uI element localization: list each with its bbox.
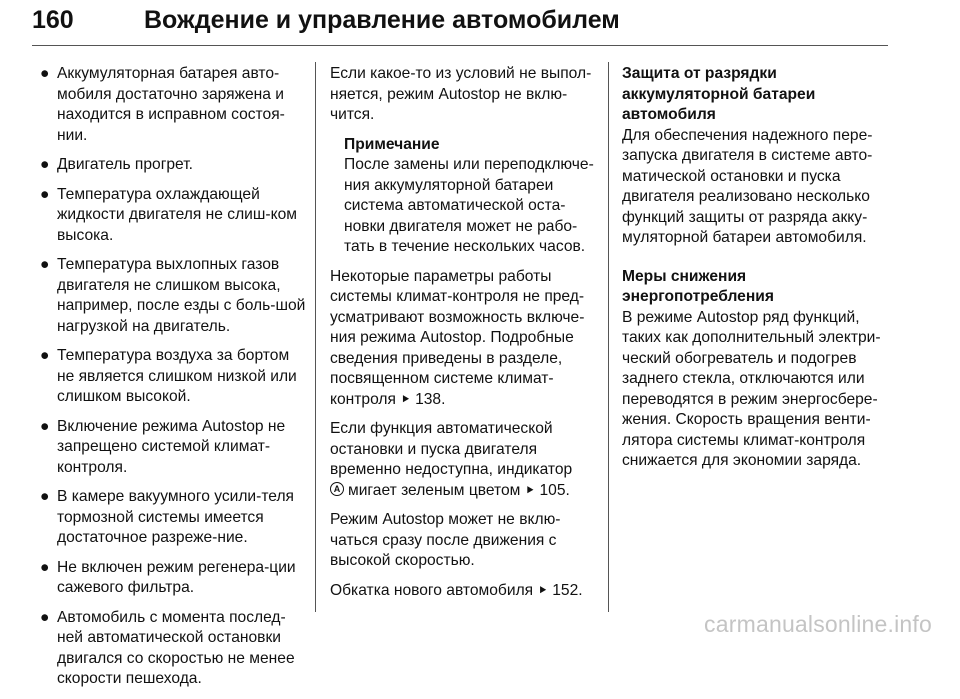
bullet-icon: ●	[40, 256, 50, 273]
climate-paragraph	[330, 267, 600, 411]
list-item-text: Двигатель прогрет.	[57, 156, 193, 173]
list-item	[40, 608, 308, 690]
page-ref-icon: ⯈	[400, 391, 411, 407]
battery-protection-section	[622, 64, 887, 249]
list-item-text: Температура охлаждающей жидкости двигателя не слиш-ком высока.	[57, 185, 297, 244]
list-item	[40, 255, 308, 337]
list-item-text: Аккумуляторная батарея авто-мобиля достаточно заряжена и находится в исправном состоя-нии.	[57, 65, 285, 144]
page-ref-link[interactable]: 152.	[552, 581, 583, 599]
page-ref-link[interactable]: 105.	[539, 481, 570, 499]
list-item-text: Температура выхлопных газов двигателя не слишком высока, например, после езды с боль-шой нагрузкой на двигатель.	[57, 256, 306, 335]
column-divider	[608, 62, 609, 612]
note-text: После замены или переподключе-ния аккумуляторной батареи система автоматической оста-новки двигателя может не рабо-тать в течение нескольких часов.	[344, 156, 594, 255]
list-item-text: Температура воздуха за бортом не является слишком низкой или слишком высокой.	[57, 347, 297, 405]
column-battery-protection	[622, 64, 887, 490]
bullet-icon: ●	[40, 608, 50, 626]
page-ref-icon: ⯈	[537, 582, 548, 598]
bullet-icon: ●	[40, 347, 50, 364]
header-rule	[32, 45, 888, 46]
bullet-icon: ●	[40, 156, 50, 173]
bullet-icon: ●	[40, 488, 50, 505]
watermark: carmanualsonline.info	[704, 611, 932, 637]
energy-saving-section	[622, 267, 887, 472]
list-item	[40, 558, 308, 599]
list-item-text: Автомобиль с момента послед-ней автоматической остановки двигался со скоростью не менее скорости пешехода.	[57, 608, 295, 687]
bullet-icon: ●	[40, 185, 50, 203]
section-text: В режиме Autostop ряд функций, таких как дополнительный электри-ческий обогреватель и подогрев заднего стекла, отключаются или переводятся в режим энергосбере-жения. Скорость вращения венти-лятора системы климат-контроля снижается для экономии заряда.	[622, 308, 881, 469]
list-item-text: Включение режима Autostop не запрещено системой климат-контроля.	[57, 417, 286, 476]
list-item	[40, 417, 308, 479]
climate-text: Некоторые параметры работы системы климат-контроля не пред-усматривают возможность включе-ния режима Autostop. Подробные сведения приведены в разделе, посвященном системе климат-контроля	[330, 267, 585, 408]
column-divider	[315, 62, 316, 612]
bullet-icon: ●	[40, 417, 50, 435]
page-title: Вождение и управление автомобилем	[144, 6, 620, 34]
indicator-text: Если функция автоматической остановки и пуска двигателя временно недоступна, индикатор	[330, 420, 573, 478]
column-autostop-notes	[330, 64, 600, 610]
list-item	[40, 64, 308, 146]
page-header	[32, 6, 928, 48]
list-item-text: В камере вакуумного усили-теля тормозной системы имеется достаточное разреже-ние.	[57, 488, 294, 546]
bullet-icon: ●	[40, 65, 50, 82]
list-item-text: Не включен режим регенера-ции сажевого фильтра.	[57, 558, 296, 596]
break-in-paragraph	[330, 581, 600, 602]
note-block	[344, 135, 600, 258]
indicator-text-b: мигает зеленым цветом	[348, 481, 521, 499]
page-ref-link[interactable]: 138.	[415, 390, 446, 408]
indicator-paragraph	[330, 419, 600, 501]
note-title: Примечание	[344, 135, 440, 153]
column-conditions	[40, 64, 308, 699]
list-item	[40, 487, 308, 549]
conditions-list	[40, 64, 308, 690]
break-in-text: Обкатка нового автомобиля	[330, 581, 534, 599]
page-number: 160	[32, 6, 74, 34]
list-item	[40, 185, 308, 247]
section-text: Для обеспечения надежного пере-запуска двигателя в системе авто-матической остановки и пуска двигателя реализовано несколько функций защиты от разряда акку-муляторной батареи автомобиля.	[622, 126, 873, 246]
list-item	[40, 346, 308, 408]
bullet-icon: ●	[40, 558, 50, 576]
page-ref-icon: ⯈	[524, 482, 536, 498]
high-speed-paragraph: Режим Autostop может не вклю-чаться сразу после движения с высокой скоростью.	[330, 511, 561, 569]
list-item	[40, 155, 308, 176]
section-heading: Меры снижения энергопотребления	[622, 267, 774, 305]
autostop-indicator-icon: A	[330, 482, 344, 496]
intro-paragraph: Если какое-то из условий не выпол-няется, режим Autostop не вклю-чится.	[330, 65, 592, 123]
section-heading: Защита от разрядки аккумуляторной батареи автомобиля	[622, 65, 816, 123]
